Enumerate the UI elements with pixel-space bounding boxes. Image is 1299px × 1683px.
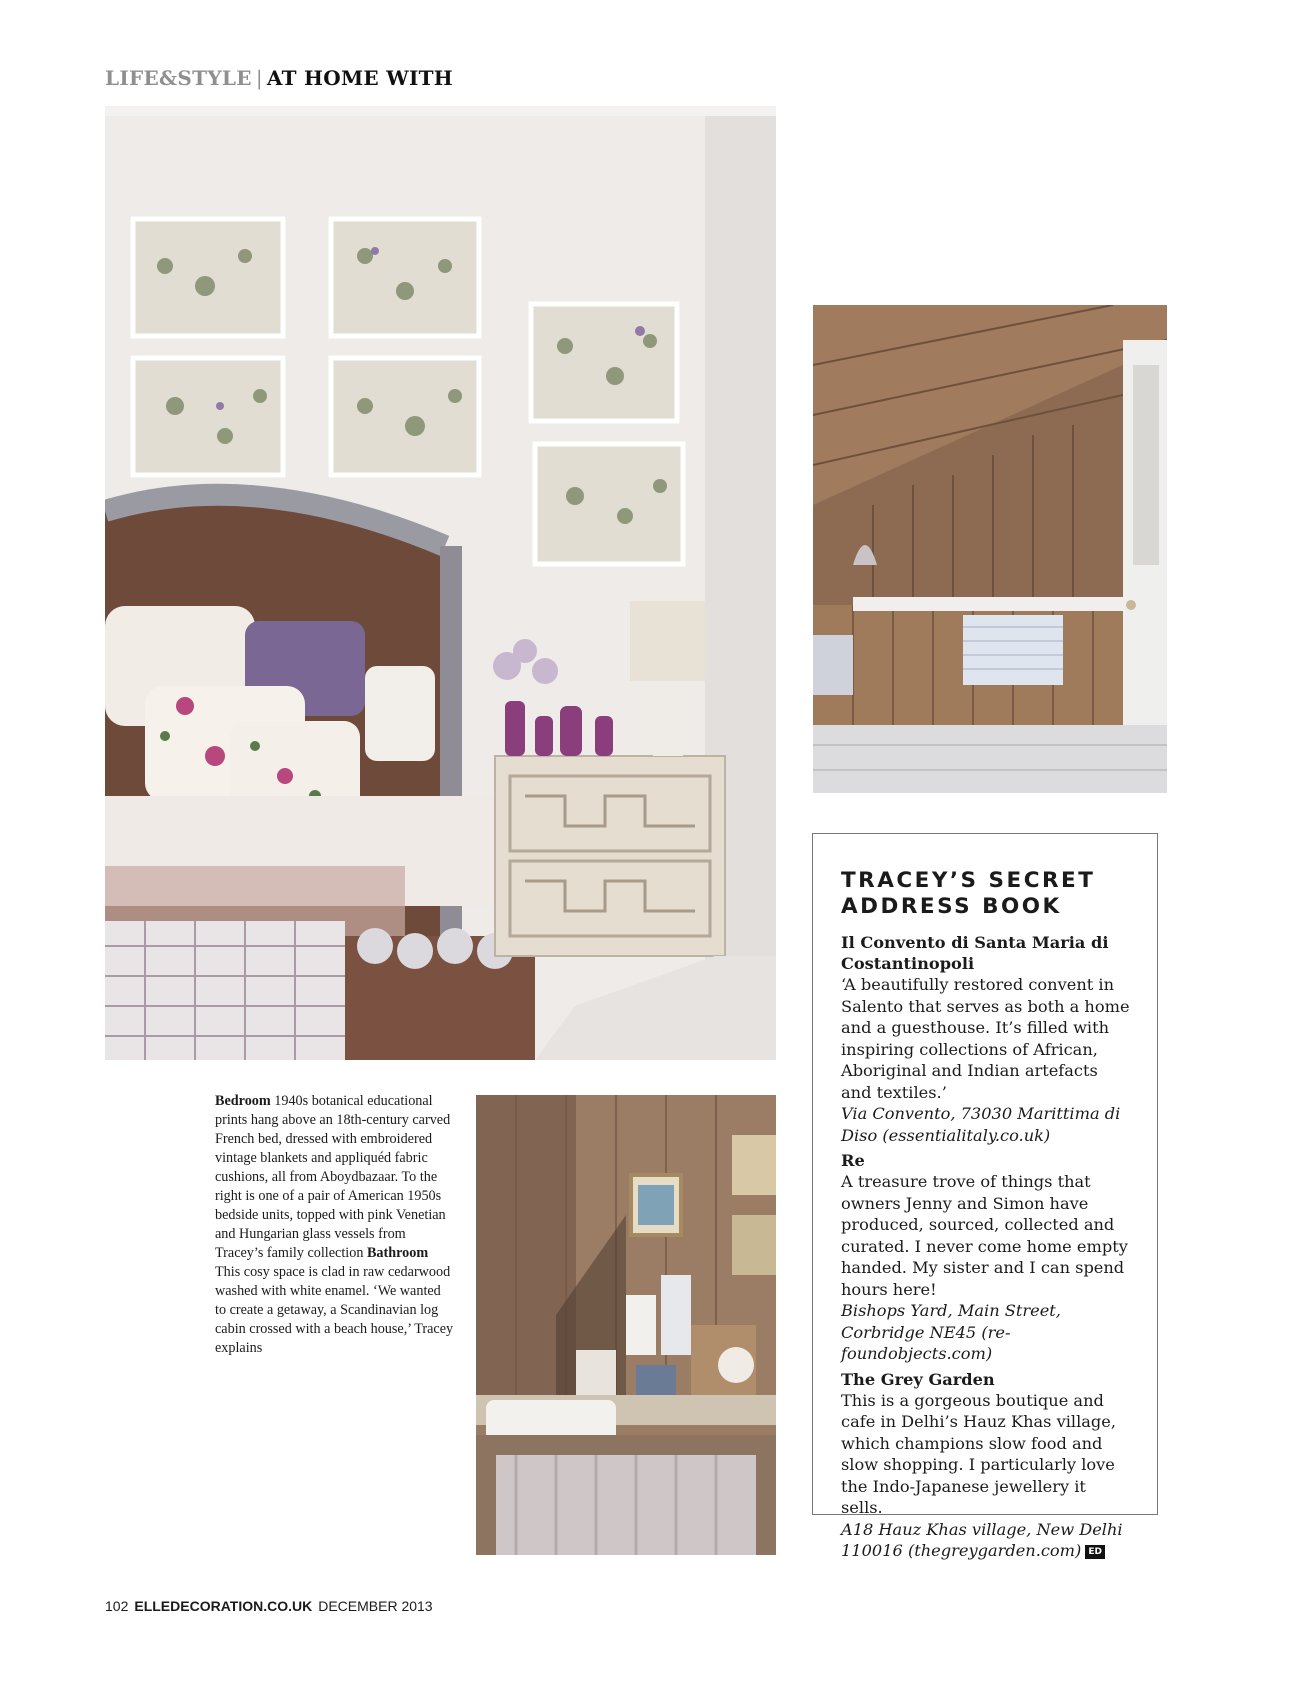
caption-bedroom-text: 1940s botanical educational prints hang above an 18th-century carved French bed, dressed with embroidered vintage blankets and appliquéd fabric cushions, all from Aboydbazaar. To the right is one of a pair of American 1950s bedside units, topped with pink Venetian and Hungarian glass vessels from Tracey’s family collection — [215, 1093, 451, 1261]
entry-address: A18 Hauz Khas village, New Delhi 110016 (thegreygarden.com) — [841, 1519, 1123, 1560]
bedroom-illustration — [105, 106, 776, 1060]
entry-description: A treasure trove of things that owners Jenny and Simon have produced, sourced, collected and curated. I never come home empty handed. My sister and I can spend hours here! — [841, 1172, 1128, 1299]
entry-name: Re — [841, 1151, 865, 1170]
entry-description: ‘A beautifully restored convent in Salento that serves as both a home and a guesthouse. It’s filled with inspiring collections of African, Aboriginal and Indian artefacts and textiles.’ — [841, 975, 1130, 1102]
site-url: ELLEDECORATION.CO.UK — [134, 1598, 313, 1614]
issue-date: DECEMBER 2013 — [318, 1598, 433, 1614]
botanical-print — [331, 219, 479, 336]
section-name: LIFE&STYLE — [105, 66, 252, 90]
entry-address: Via Convento, 73030 Marittima di Diso (essentialitaly.co.uk) — [841, 1104, 1121, 1145]
bathroom-photo-top — [813, 305, 1167, 793]
end-mark-icon: ED — [1085, 1545, 1105, 1559]
section-header — [105, 66, 453, 90]
botanical-print — [535, 444, 683, 564]
botanical-print — [331, 358, 479, 475]
entry-name: The Grey Garden — [841, 1369, 995, 1389]
page-footer — [105, 1598, 433, 1614]
entry-address-wrap — [841, 1519, 1131, 1562]
entry-description: This is a gorgeous boutique and cafe in Delhi’s Hauz Khas village, which champions slow food and slow shopping. I particularly love the Indo-Japanese jewellery it sells. — [841, 1390, 1117, 1517]
section-title: AT HOME WITH — [266, 66, 454, 90]
address-book-box — [812, 833, 1158, 1560]
washbasin-illustration — [476, 1095, 776, 1555]
photo-caption — [215, 1092, 455, 1358]
caption-bathroom-text: This cosy space is clad in raw cedarwood washed with white enamel. ‘We wanted to create a getaway, a Scandinavian log cabin crossed with a beach house,’ Tracey explains — [215, 1264, 454, 1356]
bathroom-illustration — [813, 305, 1167, 793]
caption-text — [215, 1092, 455, 1358]
botanical-print — [531, 304, 677, 421]
address-entry — [841, 932, 1131, 1146]
botanical-print — [133, 358, 283, 475]
entry-name: Il Convento di Santa Maria di Costantinopoli — [841, 933, 1109, 973]
caption-bedroom-label: Bedroom — [215, 1093, 271, 1109]
header-separator: | — [255, 66, 263, 90]
address-book-title: TRACEY’S SECRET ADDRESS BOOK — [841, 868, 1096, 919]
address-entry — [841, 1369, 1131, 1562]
entry-address: Bishops Yard, Main Street, Corbridge NE45 (re-foundobjects.com) — [841, 1301, 1061, 1363]
address-entry — [841, 1150, 1131, 1365]
bathroom-photo-bottom — [476, 1095, 776, 1555]
page-number: 102 — [105, 1598, 129, 1614]
caption-bathroom-label: Bathroom — [366, 1245, 429, 1261]
bedroom-photo — [105, 106, 776, 1060]
